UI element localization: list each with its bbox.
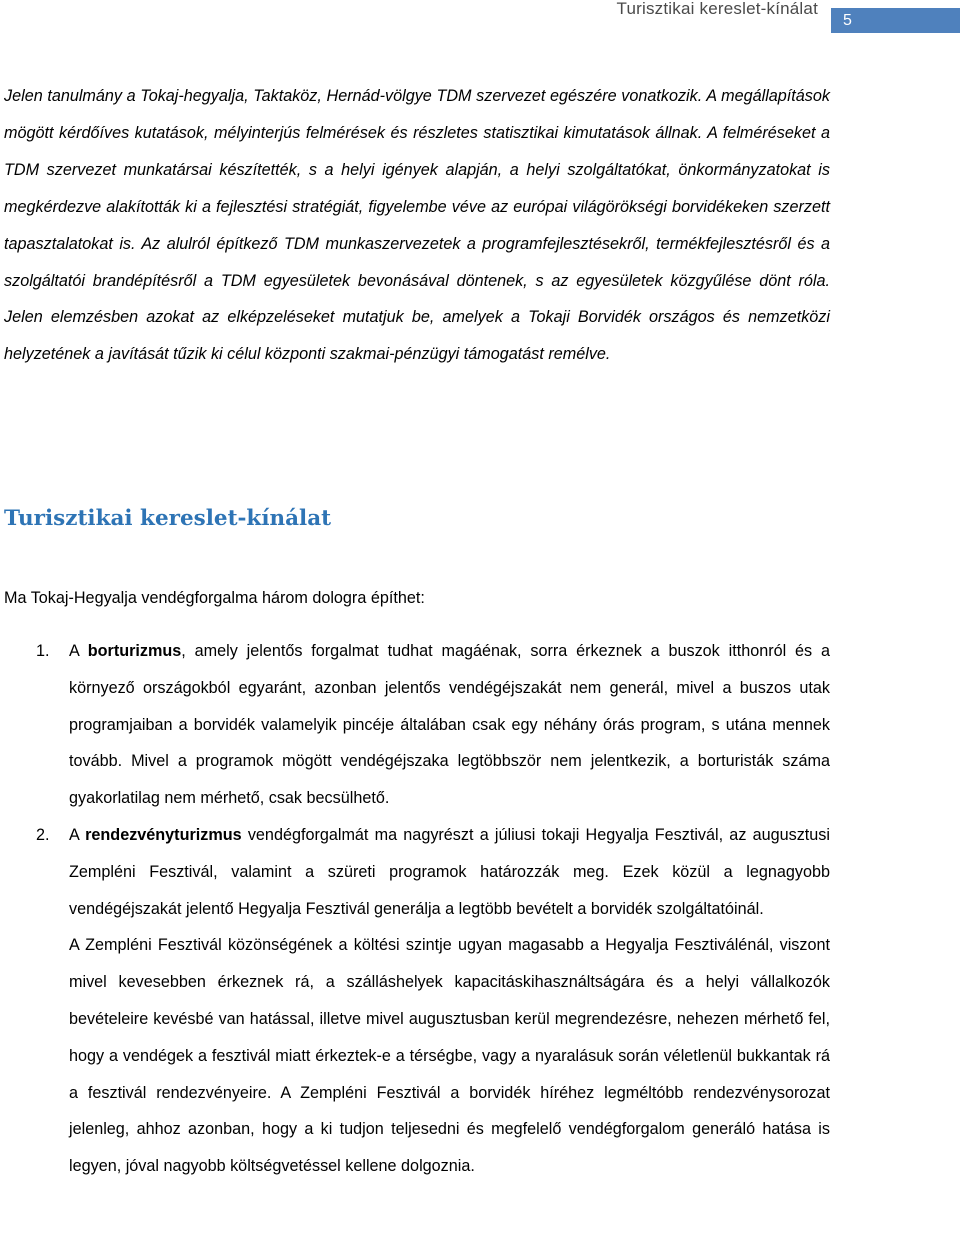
list-item-prefix: A	[69, 825, 86, 844]
page-number: 5	[843, 12, 852, 29]
list-item-text	[69, 817, 830, 927]
list-item-continuation: A Zempléni Fesztivál közönségének a költési szintje ugyan magasabb a Hegyalja Fesztiválénál, viszont mivel kevesebben érkeznek rá, a szálláshelyek kapacitáskihasználtságára és a helyi vállalkozók bevételeire kevésbé van hatással, illetve mivel augusztusban kerül megrendezésre, nehezen mérhető fel, hogy a vendégek a fesztivál miatt érkeztek-e a térségbe, vagy a nyaralásuk során véletlenül bukkantak rá a fesztivál rendezvényeire. A Zempléni Fesztivál a borvidék híréhez legméltóbb rendezvénysorozat jelenleg, ahhoz azonban, hogy a ki tudjon teljesedni és megfelelő vendégforgalom generáló hatása is legyen, jóval nagyobb költségvetéssel kellene dolgoznia.	[69, 936, 830, 1176]
numbered-list	[0, 633, 960, 1185]
list-item-number: 2.	[36, 825, 50, 844]
list-item-term: borturizmus	[87, 642, 182, 660]
list-item-text	[69, 633, 830, 817]
list-item-body: vendégforgalmát ma nagyrészt a júliusi tokaji Hegyalja Fesztivál, az augusztusi Zempléni Fesztivál, valamint a szüreti programok határozzák meg. Ezek közül a legnagyobb vendégéjszakát jelentő Hegyalja Fesztivál generálja a legtöbb bevételt a borvidék szolgáltatóinál.	[69, 825, 830, 918]
list-item-rendezvenyturizmus	[0, 817, 830, 1185]
list-item-number: 1.	[36, 642, 50, 660]
list-item-body: , amely jelentős forgalmat tudhat magáénak, sorra érkeznek a buszok itthonról és a környező országokból egyaránt, azonban jelentős vendégéjszakát nem generál, mivel a buszos utak programjaiban a borvidék valamelyik pincéje általában csak egy néhány órás program, s utána mennek tovább. Mivel a programok mögött vendégéjszaka legtöbbször nem jelentkezik, a borturisták száma gyakorlatilag nem mérhető, csak becsülhető.	[69, 642, 830, 808]
list-item-term: rendezvényturizmus	[85, 825, 242, 844]
intro-paragraph: Jelen tanulmány a Tokaj-hegyalja, Taktaköz, Hernád-völgye TDM szervezet egészére vonatkozik. A megállapítások mögött kérdőíves kutatások, mélyinterjús felmérések és részletes statisztikai kimutatások állnak. A felméréseket a TDM szervezet munkatársai készítették, s a helyi igények alapján, a helyi szolgáltatókat, önkormányzatokat is megkérdezve alakították ki a fejlesztési stratégiát, figyelembe véve az európai világörökségi borvidékeken szerzett tapasztalatokat is. Az alulról építkező TDM munkaszervezetek a programfejlesztésekről, termékfejlesztésről és a szolgáltatói brandépítésről a TDM egyesületek bevonásával döntenek, s az egyesületek közgyűlése dönt róla. Jelen elemzésben azokat az elképzeléseket mutatjuk be, amelyek a Tokaji Borvidék országos és nemzetközi helyzetének a javítását tűzik ki célul központi szakmai-pénzügyi támogatást remélve.	[4, 87, 830, 364]
list-item-prefix: A	[69, 642, 88, 660]
running-title: Turisztikai kereslet-kínálat	[616, 0, 818, 18]
section-heading: Turisztikai kereslet-kínálat	[4, 506, 332, 531]
section-lead: Ma Tokaj-Hegyalja vendégforgalma három dologra építhet:	[4, 589, 425, 607]
running-header	[0, 0, 960, 34]
page-number-badge	[831, 8, 960, 33]
list-item-borturizmus	[0, 633, 830, 817]
